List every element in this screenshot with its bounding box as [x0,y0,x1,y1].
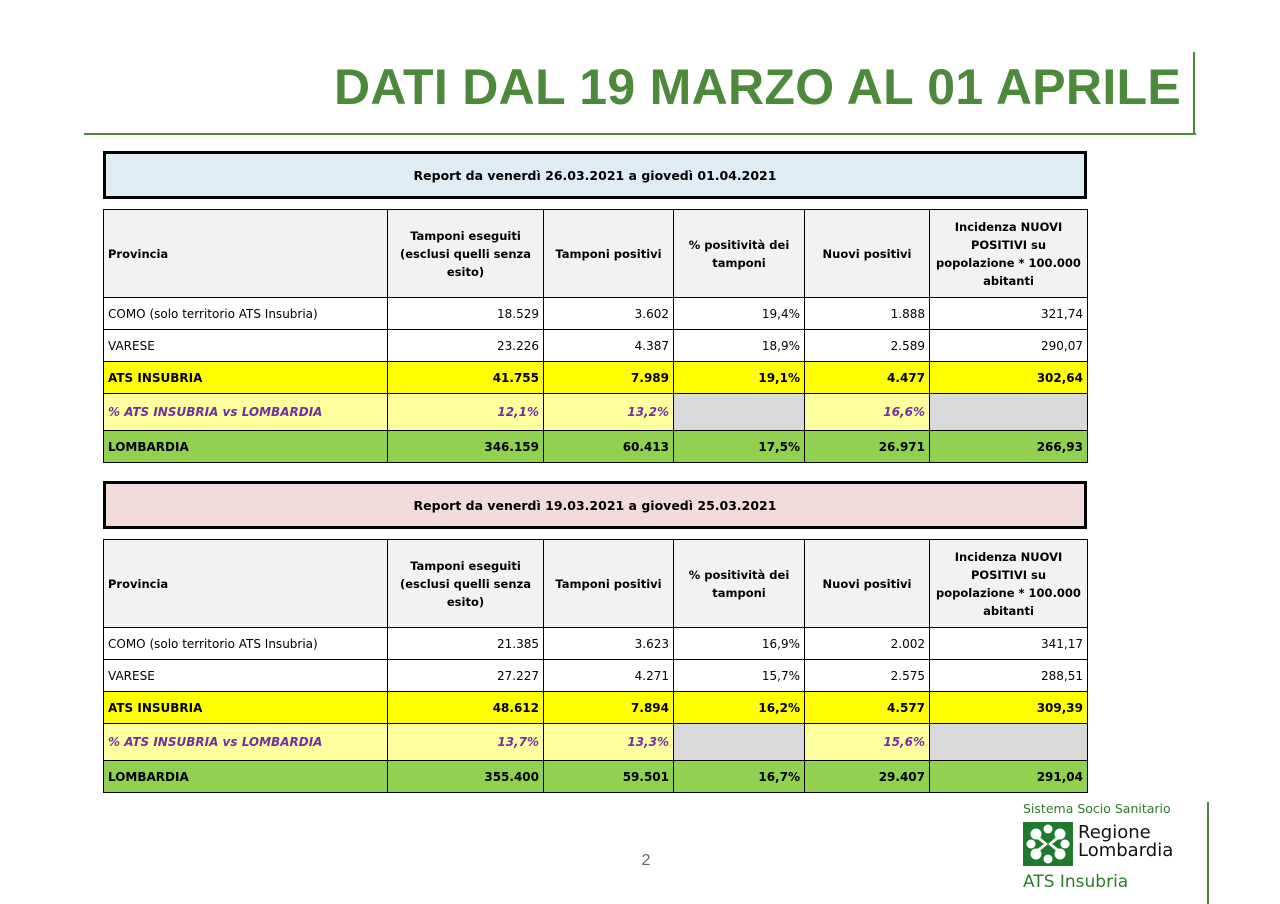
header-tamponi-eseguiti: Tamponi eseguiti (esclusi quelli senza esito) [388,540,544,628]
cell-percentuale: 15,7% [674,660,805,692]
cell-nuovi: 4.477 [805,362,930,394]
cell-eseguiti: 41.755 [388,362,544,394]
table-row-ats-insubria [104,362,1088,394]
table-row-percent-vs-lombardia [104,724,1088,761]
table-row [104,330,1088,362]
header-provincia: Provincia [104,540,388,628]
cell-empty [674,394,805,431]
rosa-camuna-icon [1023,822,1073,866]
page-number: 2 [641,852,651,869]
cell-nuovi: 16,6% [805,394,930,431]
report-1-title: Report da venerdì 26.03.2021 a giovedì 01.04.2021 [103,151,1087,199]
cell-incidenza: 341,17 [930,628,1088,660]
table-row [104,660,1088,692]
cell-nuovi: 2.589 [805,330,930,362]
table-row-percent-vs-lombardia [104,394,1088,431]
row-name: VARESE [104,330,388,362]
cell-eseguiti: 18.529 [388,298,544,330]
logo-system-text: Sistema Socio Sanitario [1023,801,1171,816]
row-name: COMO (solo territorio ATS Insubria) [104,628,388,660]
cell-eseguiti: 27.227 [388,660,544,692]
table-row-lombardia [104,761,1088,793]
cell-eseguiti: 21.385 [388,628,544,660]
cell-percentuale: 19,1% [674,362,805,394]
cell-nuovi: 29.407 [805,761,930,793]
cell-eseguiti: 48.612 [388,692,544,724]
header-positivita: % positività dei tamponi [674,210,805,298]
cell-empty [930,394,1088,431]
cell-nuovi: 15,6% [805,724,930,761]
cell-incidenza: 266,93 [930,431,1088,463]
report-1-table [103,209,1088,463]
cell-incidenza: 288,51 [930,660,1088,692]
cell-eseguiti: 13,7% [388,724,544,761]
header-provincia: Provincia [104,210,388,298]
table-row [104,298,1088,330]
cell-percentuale: 16,2% [674,692,805,724]
cell-positivi: 3.602 [544,298,674,330]
cell-percentuale: 17,5% [674,431,805,463]
header-positivita: % positività dei tamponi [674,540,805,628]
logo-ats-text: ATS Insubria [1023,872,1129,892]
row-name: ATS INSUBRIA [104,362,388,394]
slide-title: DATI DAL 19 MARZO AL 01 APRILE [333,59,1181,115]
cell-nuovi: 2.575 [805,660,930,692]
title-underline [84,133,1196,135]
cell-incidenza: 309,39 [930,692,1088,724]
report-2-table [103,539,1088,793]
header-nuovi-positivi: Nuovi positivi [805,210,930,298]
title-side-rule [1193,52,1195,135]
cell-incidenza: 291,04 [930,761,1088,793]
cell-incidenza: 302,64 [930,362,1088,394]
cell-positivi: 59.501 [544,761,674,793]
logo-divider [1207,802,1209,904]
row-name: % ATS INSUBRIA vs LOMBARDIA [104,724,388,761]
table-row-ats-insubria [104,692,1088,724]
cell-positivi: 60.413 [544,431,674,463]
logo-region-line1: Regione [1078,822,1151,843]
cell-positivi: 4.271 [544,660,674,692]
cell-percentuale: 16,7% [674,761,805,793]
cell-nuovi: 4.577 [805,692,930,724]
cell-percentuale: 19,4% [674,298,805,330]
cell-positivi: 7.989 [544,362,674,394]
header-tamponi-eseguiti: Tamponi eseguiti (esclusi quelli senza esito) [388,210,544,298]
row-name: COMO (solo territorio ATS Insubria) [104,298,388,330]
cell-eseguiti: 23.226 [388,330,544,362]
header-incidenza: Incidenza NUOVI POSITIVI su popolazione * 100.000 abitanti [930,210,1088,298]
row-name: LOMBARDIA [104,761,388,793]
header-tamponi-positivi: Tamponi positivi [544,210,674,298]
cell-percentuale: 18,9% [674,330,805,362]
cell-positivi: 13,3% [544,724,674,761]
cell-incidenza: 290,07 [930,330,1088,362]
table-row-lombardia [104,431,1088,463]
row-name: LOMBARDIA [104,431,388,463]
header-nuovi-positivi: Nuovi positivi [805,540,930,628]
cell-empty [930,724,1088,761]
table-header-row [104,540,1088,628]
table-header-row [104,210,1088,298]
cell-nuovi: 2.002 [805,628,930,660]
cell-positivi: 13,2% [544,394,674,431]
cell-nuovi: 1.888 [805,298,930,330]
cell-eseguiti: 355.400 [388,761,544,793]
row-name: ATS INSUBRIA [104,692,388,724]
row-name: VARESE [104,660,388,692]
header-incidenza: Incidenza NUOVI POSITIVI su popolazione * 100.000 abitanti [930,540,1088,628]
cell-positivi: 4.387 [544,330,674,362]
report-2-title: Report da venerdì 19.03.2021 a giovedì 25.03.2021 [103,481,1087,529]
cell-positivi: 7.894 [544,692,674,724]
cell-nuovi: 26.971 [805,431,930,463]
header-tamponi-positivi: Tamponi positivi [544,540,674,628]
row-name: % ATS INSUBRIA vs LOMBARDIA [104,394,388,431]
cell-percentuale: 16,9% [674,628,805,660]
cell-empty [674,724,805,761]
logo-region-name [1078,824,1173,860]
cell-positivi: 3.623 [544,628,674,660]
cell-incidenza: 321,74 [930,298,1088,330]
table-row [104,628,1088,660]
cell-eseguiti: 346.159 [388,431,544,463]
logo-region-line2: Lombardia [1078,840,1174,861]
cell-eseguiti: 12,1% [388,394,544,431]
regione-lombardia-logo [1020,798,1200,898]
